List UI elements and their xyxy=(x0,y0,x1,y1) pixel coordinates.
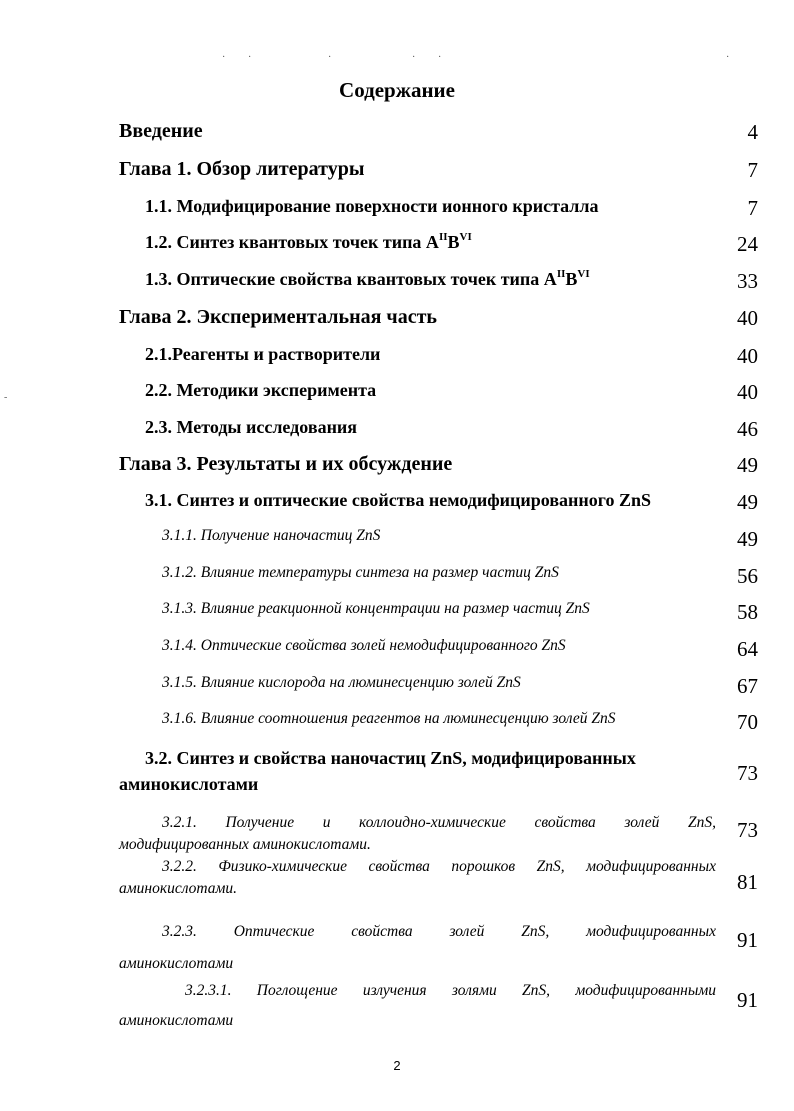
toc-entry-label-text: B xyxy=(565,269,578,289)
toc-entry-page: 70 xyxy=(737,710,758,734)
toc-entry-page: 46 xyxy=(737,417,758,441)
superscript: II xyxy=(556,268,566,280)
toc-entry-page: 73 xyxy=(737,761,758,785)
toc-entry-label xyxy=(119,916,716,980)
toc-entry-label: 3.1.3. Влияние реакционной концентрации на размер частиц ZnS xyxy=(162,600,590,617)
toc-entry-page: 40 xyxy=(737,344,758,368)
scan-artifact: · xyxy=(222,52,226,63)
toc-entry-label: 2.3. Методы исследования xyxy=(145,417,358,437)
toc-title: Содержание xyxy=(339,78,455,102)
superscript: VI xyxy=(459,231,472,243)
toc-entry-label-line: аминокислотами xyxy=(119,1012,234,1029)
scan-artifact: · xyxy=(248,52,252,63)
toc-entry-label: 3.1.5. Влияние кислорода на люминесценцию золей ZnS xyxy=(162,674,521,691)
toc-entry-page: 49 xyxy=(737,453,758,477)
toc-entry[interactable] xyxy=(0,745,794,799)
toc-entry-label-line: 3.2.3. Оптические свойства золей ZnS, модифицированных xyxy=(162,923,716,940)
toc-entry-label-line: 3.2.1. Получение и коллоидно-химические свойства золей ZnS, xyxy=(162,814,716,831)
toc-entry-label: Введение xyxy=(119,120,203,142)
toc-entry-label-line: аминокислотами. xyxy=(119,880,238,897)
toc-entry-label: 1.1. Модифицирование поверхности ионного кристалла xyxy=(145,196,599,216)
toc-entry-label: Глава 2. Экспериментальная часть xyxy=(119,306,437,328)
scan-artifact: · xyxy=(412,52,416,63)
scan-artifact: · xyxy=(328,52,332,63)
toc-entry-label xyxy=(119,856,716,900)
scan-artifact: · xyxy=(438,52,442,63)
toc-entry-page: 56 xyxy=(737,564,758,588)
toc-entry-page: 7 xyxy=(747,196,758,220)
toc-entry-page: 24 xyxy=(737,232,758,256)
scan-artifact: - xyxy=(4,392,8,403)
toc-entry[interactable] xyxy=(0,812,794,856)
toc-entry-page: 64 xyxy=(737,637,758,661)
toc-entry-label-text: B xyxy=(447,232,460,252)
toc-entry-label-line: модифицированных аминокислотами. xyxy=(119,836,371,853)
toc-entry-label: Глава 3. Результаты и их обсуждение xyxy=(119,453,453,475)
toc-entry-page: 58 xyxy=(737,600,758,624)
toc-entry-page: 7 xyxy=(747,158,758,182)
page-number: 2 xyxy=(393,1058,401,1073)
toc-entry-page: 4 xyxy=(747,120,758,144)
scan-artifact: · xyxy=(726,52,730,63)
toc-entry-label xyxy=(119,812,716,856)
toc-entry-page: 40 xyxy=(737,380,758,404)
toc-entry-label: 3.1.6. Влияние соотношения реагентов на люминесценцию золей ZnS xyxy=(162,710,616,727)
toc-entry-label: 3.1. Синтез и оптические свойства немодифицированного ZnS xyxy=(145,490,652,510)
toc-entry[interactable] xyxy=(0,856,794,900)
toc-entry-label-line: 3.2. Синтез и свойства наночастиц ZnS, модифицированных xyxy=(145,748,636,768)
toc-entry-page: 73 xyxy=(737,818,758,842)
toc-entry[interactable] xyxy=(0,976,794,1030)
toc-entry[interactable] xyxy=(0,916,794,970)
superscript: VI xyxy=(577,268,590,280)
toc-entry-label-text: 1.3. Оптические свойства квантовых точек типа A xyxy=(145,269,557,289)
toc-entry-label: 2.2. Методики эксперимента xyxy=(145,380,377,400)
toc-entry-label-line: аминокислотами xyxy=(119,955,234,972)
toc-entry-page: 81 xyxy=(737,870,758,894)
toc-entry-page: 40 xyxy=(737,306,758,330)
toc-entry-page: 49 xyxy=(737,490,758,514)
superscript: II xyxy=(438,231,448,243)
toc-entry-label xyxy=(145,232,472,253)
toc-entry-page: 91 xyxy=(737,988,758,1012)
toc-entry-page: 49 xyxy=(737,527,758,551)
toc-entry-label-text: 1.2. Синтез квантовых точек типа A xyxy=(145,232,439,252)
toc-entry-page: 33 xyxy=(737,269,758,293)
toc-entry-label xyxy=(119,976,716,1036)
toc-entry-label: 3.1.1. Получение наночастиц ZnS xyxy=(162,527,381,544)
toc-entry-label xyxy=(145,269,590,290)
toc-entry-label-line: 3.2.3.1. Поглощение излучения золями ZnS, модифицированными xyxy=(185,982,716,999)
toc-entry-label: 3.1.4. Оптические свойства золей немодифицированного ZnS xyxy=(162,637,566,654)
toc-entry-page: 91 xyxy=(737,928,758,952)
toc-entry-label-line: аминокислотами xyxy=(119,774,259,794)
toc-entry-label-line: 3.2.2. Физико-химические свойства порошков ZnS, модифицированных xyxy=(162,858,716,875)
toc-entry-label: 2.1.Реагенты и растворители xyxy=(145,344,381,364)
toc-entry-label: 3.1.2. Влияние температуры синтеза на размер частиц ZnS xyxy=(162,564,559,581)
toc-entry-label: Глава 1. Обзор литературы xyxy=(119,158,365,180)
toc-entry-page: 67 xyxy=(737,674,758,698)
toc-entry-label xyxy=(119,745,719,797)
